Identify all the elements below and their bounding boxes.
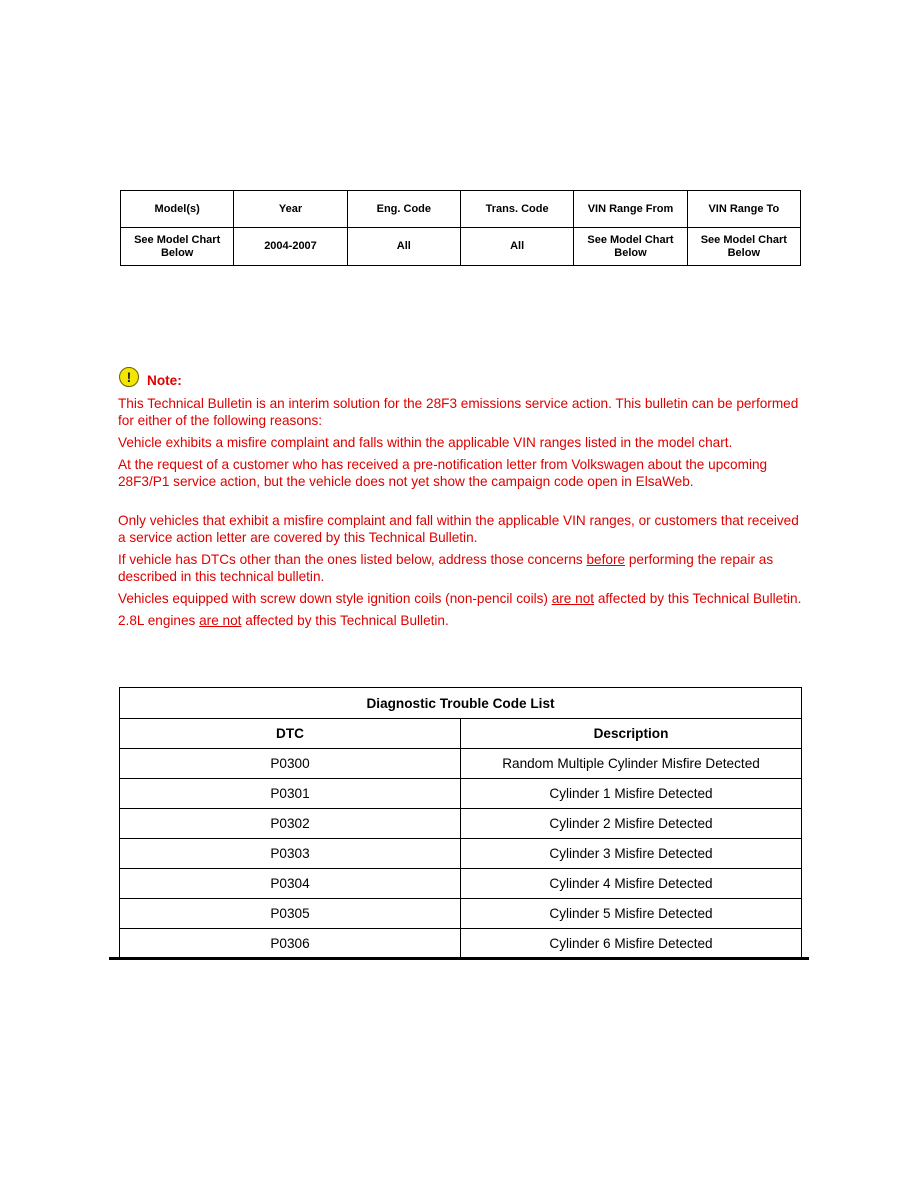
table-row — [120, 779, 802, 809]
dtc-header-description: Description — [461, 719, 802, 749]
note-p7-underline: are not — [199, 613, 242, 628]
dtc-description: Cylinder 1 Misfire Detected — [461, 779, 802, 809]
note-paragraph-coverage: Only vehicles that exhibit a misfire complaint and fall within the applicable VIN ranges, or customers that received a service action letter are covered by this Technical Bulletin. — [118, 513, 799, 545]
table-row — [120, 839, 802, 869]
note-label: Note: — [147, 372, 182, 388]
header-eng-code: Eng. Code — [347, 191, 460, 228]
dtc-header-row — [120, 719, 802, 749]
table-row — [120, 809, 802, 839]
dtc-code: P0302 — [120, 809, 461, 839]
dtc-code: P0300 — [120, 749, 461, 779]
note-paragraph-other-dtcs — [118, 551, 808, 585]
note-header — [118, 365, 808, 389]
header-models: Model(s) — [121, 191, 234, 228]
dtc-code: P0301 — [120, 779, 461, 809]
note-paragraph-intro: This Technical Bulletin is an interim solution for the 28F3 emissions service action. This bulletin can be performed for either of the following reasons: — [118, 396, 799, 428]
dtc-description: Cylinder 5 Misfire Detected — [461, 899, 802, 929]
dtc-description: Cylinder 2 Misfire Detected — [461, 809, 802, 839]
vehicle-table-row — [121, 228, 801, 266]
note-paragraph-coils — [118, 590, 808, 607]
warning-icon: ! — [119, 367, 139, 387]
table-row — [120, 869, 802, 899]
cell-vin-from-line1: See Model Chart — [587, 233, 674, 246]
note-p7-text-b: affected by this Technical Bulletin. — [241, 613, 449, 628]
dtc-table — [119, 687, 802, 959]
cell-vin-from — [574, 228, 687, 266]
dtc-code: P0306 — [120, 929, 461, 959]
header-vin-range-from: VIN Range From — [574, 191, 687, 228]
header-year: Year — [234, 191, 347, 228]
vehicle-table-header-row — [121, 191, 801, 228]
note-p6-underline: are not — [551, 591, 595, 606]
cell-vin-to-line1: See Model Chart — [700, 233, 787, 246]
dtc-code: P0305 — [120, 899, 461, 929]
dtc-description: Cylinder 3 Misfire Detected — [461, 839, 802, 869]
header-vin-range-to: VIN Range To — [687, 191, 800, 228]
note-p6-text-b: affected by this Technical Bulletin. — [594, 591, 802, 606]
page-divider-rule — [109, 957, 809, 960]
note-paragraph-customer-request: At the request of a customer who has received a pre-notification letter from Volkswagen about the upcoming 28F3/P1 service action, but the vehicle does not yet show the campaign code open in ElsaWeb. — [118, 457, 768, 489]
vehicle-applicability-table — [120, 190, 801, 266]
cell-models-line2: Below — [160, 246, 194, 259]
cell-vin-to-line2: Below — [727, 246, 761, 259]
note-p6-text-a: Vehicles equipped with screw down style ignition coils (non-pencil coils) — [118, 591, 552, 606]
table-row — [120, 899, 802, 929]
cell-vin-to — [687, 228, 800, 266]
cell-eng-code: All — [347, 228, 460, 266]
note-paragraph-engines — [118, 612, 808, 629]
cell-models-line1: See Model Chart — [134, 233, 221, 246]
dtc-table-body — [120, 749, 802, 959]
cell-year: 2004-2007 — [234, 228, 347, 266]
note-paragraph-misfire: Vehicle exhibits a misfire complaint and falls within the applicable VIN ranges listed in the model chart. — [118, 435, 733, 450]
dtc-table-title: Diagnostic Trouble Code List — [120, 688, 802, 719]
note-p5-text-b: performing the repair as described in this technical bulletin. — [118, 552, 774, 584]
cell-models — [121, 228, 234, 266]
cell-trans-code: All — [460, 228, 573, 266]
dtc-code: P0303 — [120, 839, 461, 869]
dtc-title-row — [120, 688, 802, 719]
dtc-description: Random Multiple Cylinder Misfire Detected — [461, 749, 802, 779]
header-trans-code: Trans. Code — [460, 191, 573, 228]
dtc-header-code: DTC — [120, 719, 461, 749]
dtc-description: Cylinder 4 Misfire Detected — [461, 869, 802, 899]
dtc-description: Cylinder 6 Misfire Detected — [461, 929, 802, 959]
dtc-code: P0304 — [120, 869, 461, 899]
note-p5-underline: before — [586, 552, 626, 567]
note-p5-text-a: If vehicle has DTCs other than the ones listed below, address those concerns — [118, 552, 587, 567]
cell-vin-from-line2: Below — [614, 246, 647, 259]
note-p7-text-a: 2.8L engines — [118, 613, 200, 628]
table-row — [120, 929, 802, 959]
note-block — [118, 365, 808, 629]
table-row — [120, 749, 802, 779]
